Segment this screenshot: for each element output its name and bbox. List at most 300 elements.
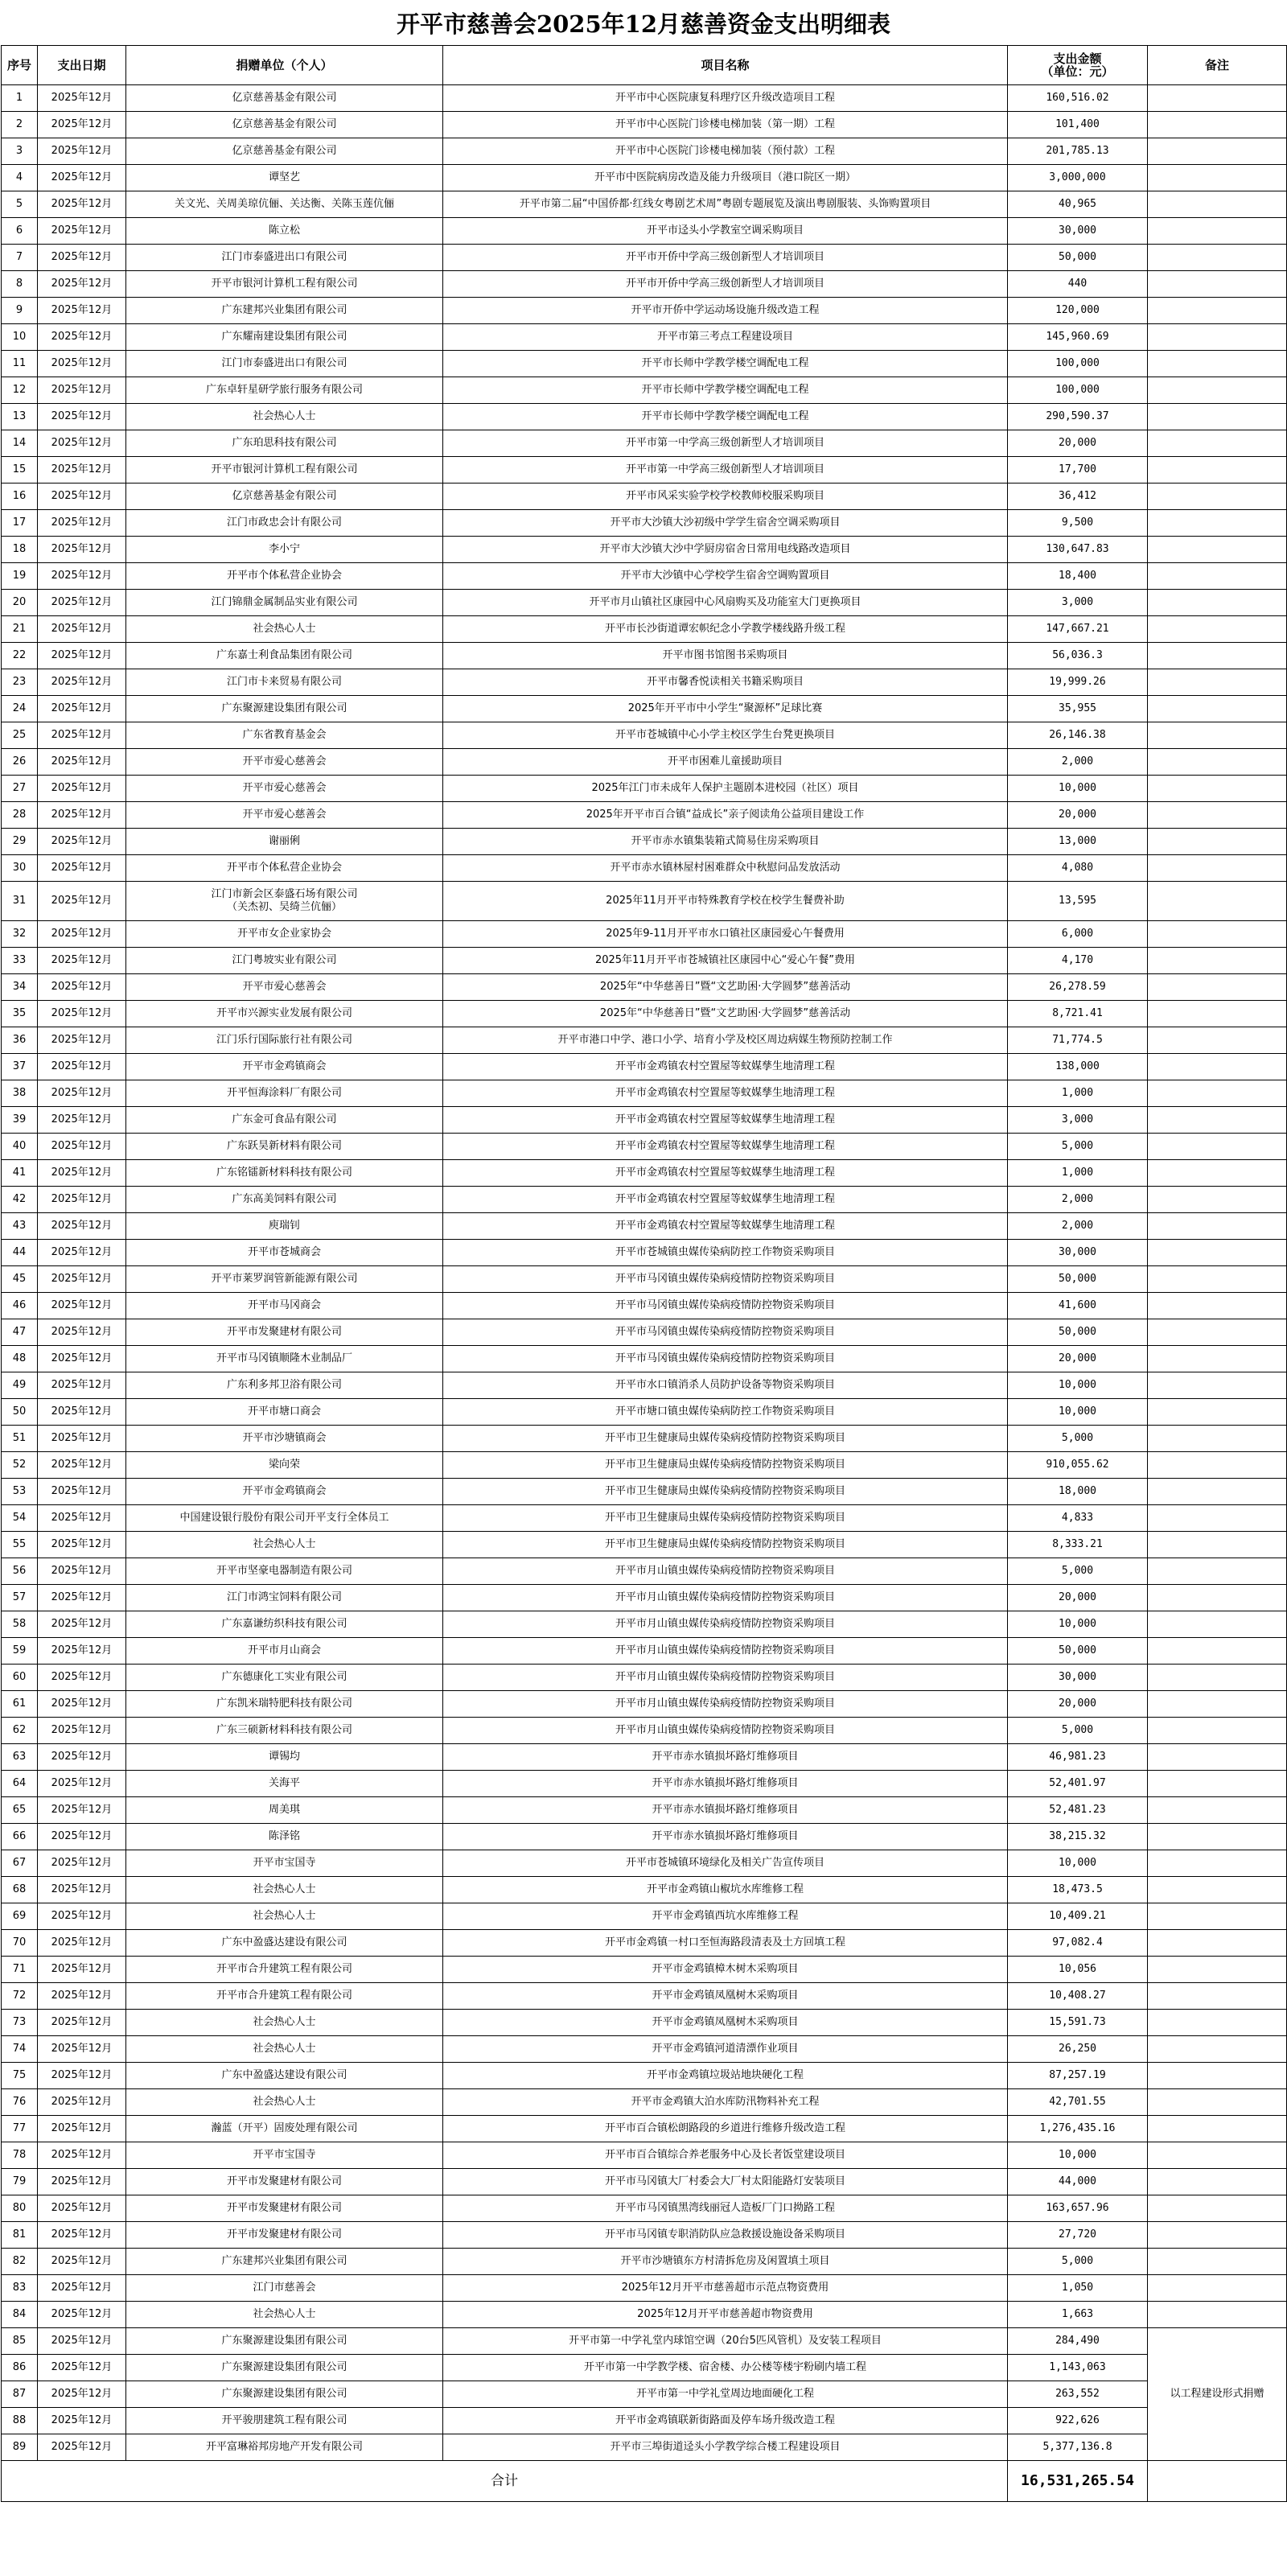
cell-remark bbox=[1148, 537, 1287, 563]
cell-amount: 10,000 bbox=[1008, 1372, 1148, 1399]
cell-project: 开平市赤水镇损坏路灯维修项目 bbox=[443, 1824, 1008, 1850]
cell-seq: 64 bbox=[2, 1771, 38, 1797]
total-amount: 16,531,265.54 bbox=[1008, 2461, 1148, 2502]
cell-seq: 60 bbox=[2, 1665, 38, 1691]
cell-date: 2025年12月 bbox=[38, 2381, 126, 2408]
header-remark: 备注 bbox=[1148, 46, 1287, 85]
cell-date: 2025年12月 bbox=[38, 1505, 126, 1532]
cell-project: 开平市金鸡镇农村空置屋等蚊媒孳生地清理工程 bbox=[443, 1187, 1008, 1213]
table-row bbox=[2, 948, 1287, 974]
table-row bbox=[2, 1372, 1287, 1399]
cell-remark bbox=[1148, 696, 1287, 722]
cell-remark bbox=[1148, 669, 1287, 696]
cell-donor: 广东嘉谦纺织科技有限公司 bbox=[126, 1611, 443, 1638]
cell-date: 2025年12月 bbox=[38, 510, 126, 537]
cell-seq: 55 bbox=[2, 1532, 38, 1558]
cell-amount: 10,408.27 bbox=[1008, 1983, 1148, 2010]
cell-remark bbox=[1148, 245, 1287, 271]
cell-project: 2025年12月开平市慈善超市示范点物资费用 bbox=[443, 2275, 1008, 2302]
table-row bbox=[2, 616, 1287, 643]
cell-project: 2025年开平市百合镇“益成长”亲子阅读角公益项目建设工作 bbox=[443, 802, 1008, 829]
cell-date: 2025年12月 bbox=[38, 1585, 126, 1611]
cell-donor: 谭坚艺 bbox=[126, 165, 443, 191]
cell-project: 开平市馨香悦读相关书籍采购项目 bbox=[443, 669, 1008, 696]
cell-date: 2025年12月 bbox=[38, 2142, 126, 2169]
cell-project: 2025年“中华慈善日”暨“文艺助困·大学圆梦”慈善活动 bbox=[443, 974, 1008, 1001]
table-row bbox=[2, 563, 1287, 590]
cell-seq: 75 bbox=[2, 2063, 38, 2089]
table-row bbox=[2, 1399, 1287, 1426]
cell-remark bbox=[1148, 1585, 1287, 1611]
cell-donor: 广东省教育基金会 bbox=[126, 722, 443, 749]
cell-amount: 1,000 bbox=[1008, 1080, 1148, 1107]
cell-donor: 广东珀思科技有限公司 bbox=[126, 430, 443, 457]
cell-amount: 5,000 bbox=[1008, 1426, 1148, 1452]
cell-remark bbox=[1148, 484, 1287, 510]
cell-date: 2025年12月 bbox=[38, 2408, 126, 2434]
cell-seq: 79 bbox=[2, 2169, 38, 2195]
cell-amount: 160,516.02 bbox=[1008, 85, 1148, 112]
cell-donor: 社会热心人士 bbox=[126, 1903, 443, 1930]
cell-remark bbox=[1148, 1983, 1287, 2010]
cell-date: 2025年12月 bbox=[38, 404, 126, 430]
cell-date: 2025年12月 bbox=[38, 1372, 126, 1399]
table-row bbox=[2, 351, 1287, 377]
cell-date: 2025年12月 bbox=[38, 855, 126, 882]
cell-amount: 41,600 bbox=[1008, 1293, 1148, 1319]
cell-date: 2025年12月 bbox=[38, 590, 126, 616]
cell-donor: 社会热心人士 bbox=[126, 2036, 443, 2063]
cell-amount: 910,055.62 bbox=[1008, 1452, 1148, 1479]
cell-project: 开平市卫生健康局虫媒传染病疫情防控物资采购项目 bbox=[443, 1505, 1008, 1532]
cell-date: 2025年12月 bbox=[38, 1983, 126, 2010]
cell-project: 开平市月山镇虫媒传染病疫情防控物资采购项目 bbox=[443, 1691, 1008, 1718]
cell-project: 开平市金鸡镇农村空置屋等蚊媒孳生地清理工程 bbox=[443, 1107, 1008, 1134]
table-row bbox=[2, 855, 1287, 882]
total-remark bbox=[1148, 2461, 1287, 2502]
table-row bbox=[2, 1160, 1287, 1187]
cell-remark bbox=[1148, 1718, 1287, 1744]
cell-remark bbox=[1148, 298, 1287, 324]
cell-donor: 广东卓轩星研学旅行服务有限公司 bbox=[126, 377, 443, 404]
table-row bbox=[2, 2010, 1287, 2036]
cell-donor: 广东德康化工实业有限公司 bbox=[126, 1665, 443, 1691]
cell-donor: 关文光、关周美琼伉俪、关达衡、关陈玉莲伉俪 bbox=[126, 191, 443, 218]
cell-project: 开平市第一中学礼堂周边地面硬化工程 bbox=[443, 2381, 1008, 2408]
cell-donor: 开平富琳裕邦房地产开发有限公司 bbox=[126, 2434, 443, 2461]
table-row bbox=[2, 669, 1287, 696]
cell-donor: 社会热心人士 bbox=[126, 404, 443, 430]
cell-project: 开平市三埠街道迳头小学教学综合楼工程建设项目 bbox=[443, 2434, 1008, 2461]
cell-remark-merged: 以工程建设形式捐赠 bbox=[1148, 2328, 1287, 2461]
cell-project: 开平市开侨中学运动场设施升级改造工程 bbox=[443, 298, 1008, 324]
cell-date: 2025年12月 bbox=[38, 1638, 126, 1665]
cell-date: 2025年12月 bbox=[38, 2249, 126, 2275]
cell-amount: 5,000 bbox=[1008, 1134, 1148, 1160]
cell-donor: 社会热心人士 bbox=[126, 616, 443, 643]
cell-remark bbox=[1148, 643, 1287, 669]
cell-seq: 76 bbox=[2, 2089, 38, 2116]
page-title: 开平市慈善会2025年12月慈善资金支出明细表 bbox=[396, 10, 891, 38]
cell-date: 2025年12月 bbox=[38, 2275, 126, 2302]
cell-project: 开平市中心医院康复科理疗区升级改造项目工程 bbox=[443, 85, 1008, 112]
cell-remark bbox=[1148, 1877, 1287, 1903]
cell-project: 开平市百合镇综合养老服务中心及长者饭堂建设项目 bbox=[443, 2142, 1008, 2169]
cell-donor: 社会热心人士 bbox=[126, 2010, 443, 2036]
cell-seq: 86 bbox=[2, 2355, 38, 2381]
cell-project: 开平市金鸡镇凤凰树木采购项目 bbox=[443, 1983, 1008, 2010]
cell-date: 2025年12月 bbox=[38, 921, 126, 948]
cell-seq: 77 bbox=[2, 2116, 38, 2142]
cell-remark bbox=[1148, 1399, 1287, 1426]
table-row bbox=[2, 696, 1287, 722]
cell-seq: 38 bbox=[2, 1080, 38, 1107]
cell-donor: 社会热心人士 bbox=[126, 2302, 443, 2328]
cell-amount: 4,170 bbox=[1008, 948, 1148, 974]
cell-donor: 陈泽铭 bbox=[126, 1824, 443, 1850]
cell-project: 开平市赤水镇损坏路灯维修项目 bbox=[443, 1797, 1008, 1824]
cell-amount: 1,276,435.16 bbox=[1008, 2116, 1148, 2142]
table-row bbox=[2, 1744, 1287, 1771]
cell-donor: 开平市银河计算机工程有限公司 bbox=[126, 457, 443, 484]
cell-seq: 6 bbox=[2, 218, 38, 245]
cell-amount: 8,333.21 bbox=[1008, 1532, 1148, 1558]
cell-donor: 中国建设银行股份有限公司开平支行全体员工 bbox=[126, 1505, 443, 1532]
table-row bbox=[2, 1665, 1287, 1691]
cell-project: 开平市百合镇松朗路段的乡道进行维修升级改造工程 bbox=[443, 2116, 1008, 2142]
cell-date: 2025年12月 bbox=[38, 1665, 126, 1691]
table-body bbox=[2, 85, 1287, 2461]
cell-date: 2025年12月 bbox=[38, 1080, 126, 1107]
cell-donor: 江门市慈善会 bbox=[126, 2275, 443, 2302]
cell-remark bbox=[1148, 1080, 1287, 1107]
table-row bbox=[2, 218, 1287, 245]
table-row bbox=[2, 2434, 1287, 2461]
cell-amount: 5,000 bbox=[1008, 1558, 1148, 1585]
cell-donor: 开平市宝国寺 bbox=[126, 1850, 443, 1877]
cell-project: 2025年11月开平市特殊教育学校在校学生餐费补助 bbox=[443, 882, 1008, 921]
cell-date: 2025年12月 bbox=[38, 563, 126, 590]
cell-seq: 88 bbox=[2, 2408, 38, 2434]
table-row bbox=[2, 1319, 1287, 1346]
cell-remark bbox=[1148, 1850, 1287, 1877]
cell-project: 开平市赤水镇损坏路灯维修项目 bbox=[443, 1744, 1008, 1771]
cell-seq: 61 bbox=[2, 1691, 38, 1718]
cell-seq: 62 bbox=[2, 1718, 38, 1744]
cell-donor: 广东金可食品有限公司 bbox=[126, 1107, 443, 1134]
cell-amount: 130,647.83 bbox=[1008, 537, 1148, 563]
cell-date: 2025年12月 bbox=[38, 776, 126, 802]
cell-donor: 开平市苍城商会 bbox=[126, 1240, 443, 1266]
cell-amount: 30,000 bbox=[1008, 1665, 1148, 1691]
table-row bbox=[2, 1718, 1287, 1744]
cell-amount: 52,401.97 bbox=[1008, 1771, 1148, 1797]
cell-amount: 138,000 bbox=[1008, 1054, 1148, 1080]
cell-remark bbox=[1148, 948, 1287, 974]
table-row bbox=[2, 2116, 1287, 2142]
cell-remark bbox=[1148, 85, 1287, 112]
cell-seq: 34 bbox=[2, 974, 38, 1001]
cell-amount: 10,000 bbox=[1008, 1399, 1148, 1426]
cell-remark bbox=[1148, 138, 1287, 165]
cell-donor: 江门锦鼎金属制品实业有限公司 bbox=[126, 590, 443, 616]
cell-seq: 7 bbox=[2, 245, 38, 271]
cell-remark bbox=[1148, 616, 1287, 643]
cell-remark bbox=[1148, 2142, 1287, 2169]
cell-amount: 290,590.37 bbox=[1008, 404, 1148, 430]
cell-remark bbox=[1148, 1346, 1287, 1372]
cell-date: 2025年12月 bbox=[38, 1399, 126, 1426]
cell-project: 开平市卫生健康局虫媒传染病疫情防控物资采购项目 bbox=[443, 1532, 1008, 1558]
cell-remark bbox=[1148, 1479, 1287, 1505]
cell-amount: 3,000,000 bbox=[1008, 165, 1148, 191]
cell-amount: 20,000 bbox=[1008, 1346, 1148, 1372]
cell-donor: 开平市爱心慈善会 bbox=[126, 802, 443, 829]
table-row bbox=[2, 1240, 1287, 1266]
cell-date: 2025年12月 bbox=[38, 2434, 126, 2461]
cell-seq: 26 bbox=[2, 749, 38, 776]
cell-project: 开平市金鸡镇农村空置屋等蚊媒孳生地清理工程 bbox=[443, 1080, 1008, 1107]
cell-project: 开平市金鸡镇一村口至恒海路段清表及土方回填工程 bbox=[443, 1930, 1008, 1957]
cell-amount: 10,409.21 bbox=[1008, 1903, 1148, 1930]
cell-seq: 73 bbox=[2, 2010, 38, 2036]
table-row bbox=[2, 1532, 1287, 1558]
cell-project: 开平市第二届“中国侨都·红线女粤剧艺术周”粤剧专题展览及演出粤剧服装、头饰购置项目 bbox=[443, 191, 1008, 218]
cell-remark bbox=[1148, 2063, 1287, 2089]
cell-date: 2025年12月 bbox=[38, 643, 126, 669]
cell-project: 开平市金鸡镇大泊水库防汛物料补充工程 bbox=[443, 2089, 1008, 2116]
cell-remark bbox=[1148, 855, 1287, 882]
cell-amount: 100,000 bbox=[1008, 377, 1148, 404]
cell-project: 开平市金鸡镇农村空置屋等蚊媒孳生地清理工程 bbox=[443, 1134, 1008, 1160]
cell-donor: 开平市金鸡镇商会 bbox=[126, 1054, 443, 1080]
table-row bbox=[2, 1771, 1287, 1797]
table-row bbox=[2, 1426, 1287, 1452]
cell-donor: 亿京慈善基金有限公司 bbox=[126, 112, 443, 138]
table-row bbox=[2, 1001, 1287, 1027]
cell-amount: 50,000 bbox=[1008, 1319, 1148, 1346]
cell-remark bbox=[1148, 1213, 1287, 1240]
table-row bbox=[2, 1266, 1287, 1293]
cell-remark bbox=[1148, 590, 1287, 616]
cell-donor: 开平恒海涂料厂有限公司 bbox=[126, 1080, 443, 1107]
cell-project: 2025年开平市中小学生“聚源杯”足球比赛 bbox=[443, 696, 1008, 722]
cell-donor: 开平市银河计算机工程有限公司 bbox=[126, 271, 443, 298]
cell-donor: 周美琪 bbox=[126, 1797, 443, 1824]
cell-date: 2025年12月 bbox=[38, 2328, 126, 2355]
cell-amount: 97,082.4 bbox=[1008, 1930, 1148, 1957]
cell-donor: 谢丽俐 bbox=[126, 829, 443, 855]
cell-donor: 江门粤坡实业有限公司 bbox=[126, 948, 443, 974]
cell-project: 开平市塘口镇虫媒传染病防控工作物资采购项目 bbox=[443, 1399, 1008, 1426]
cell-remark bbox=[1148, 112, 1287, 138]
cell-remark bbox=[1148, 191, 1287, 218]
cell-date: 2025年12月 bbox=[38, 2010, 126, 2036]
cell-remark bbox=[1148, 1001, 1287, 1027]
cell-amount: 27,720 bbox=[1008, 2222, 1148, 2249]
cell-amount: 10,000 bbox=[1008, 1850, 1148, 1877]
cell-project: 开平市大沙镇中心学校学生宿舍空调购置项目 bbox=[443, 563, 1008, 590]
cell-amount: 1,143,063 bbox=[1008, 2355, 1148, 2381]
table-row bbox=[2, 1691, 1287, 1718]
cell-seq: 63 bbox=[2, 1744, 38, 1771]
cell-date: 2025年12月 bbox=[38, 1187, 126, 1213]
cell-amount: 50,000 bbox=[1008, 1266, 1148, 1293]
cell-remark bbox=[1148, 351, 1287, 377]
cell-donor: 社会热心人士 bbox=[126, 1532, 443, 1558]
cell-remark bbox=[1148, 2116, 1287, 2142]
cell-donor: 谭锡均 bbox=[126, 1744, 443, 1771]
cell-date: 2025年12月 bbox=[38, 1744, 126, 1771]
table-row bbox=[2, 165, 1287, 191]
cell-date: 2025年12月 bbox=[38, 1824, 126, 1850]
cell-seq: 44 bbox=[2, 1240, 38, 1266]
cell-project: 开平市大沙镇大沙中学厨房宿舍日常用电线路改造项目 bbox=[443, 537, 1008, 563]
cell-donor: 江门乐行国际旅行社有限公司 bbox=[126, 1027, 443, 1054]
table-row bbox=[2, 2036, 1287, 2063]
cell-project: 开平市金鸡镇农村空置屋等蚊媒孳生地清理工程 bbox=[443, 1160, 1008, 1187]
table-row bbox=[2, 1346, 1287, 1372]
cell-seq: 87 bbox=[2, 2381, 38, 2408]
cell-donor: 开平市宝国寺 bbox=[126, 2142, 443, 2169]
cell-donor: 广东高美饲料有限公司 bbox=[126, 1187, 443, 1213]
cell-amount: 19,999.26 bbox=[1008, 669, 1148, 696]
table-row bbox=[2, 1611, 1287, 1638]
cell-seq: 70 bbox=[2, 1930, 38, 1957]
cell-date: 2025年12月 bbox=[38, 138, 126, 165]
table-row bbox=[2, 1903, 1287, 1930]
table-row bbox=[2, 1824, 1287, 1850]
cell-remark bbox=[1148, 1744, 1287, 1771]
cell-amount: 101,400 bbox=[1008, 112, 1148, 138]
cell-seq: 81 bbox=[2, 2222, 38, 2249]
cell-seq: 58 bbox=[2, 1611, 38, 1638]
cell-project: 开平市金鸡镇农村空置屋等蚊媒孳生地清理工程 bbox=[443, 1054, 1008, 1080]
cell-amount: 3,000 bbox=[1008, 590, 1148, 616]
cell-date: 2025年12月 bbox=[38, 669, 126, 696]
cell-project: 开平市苍城镇虫媒传染病防控工作物资采购项目 bbox=[443, 1240, 1008, 1266]
cell-seq: 72 bbox=[2, 1983, 38, 2010]
cell-remark bbox=[1148, 1134, 1287, 1160]
cell-seq: 24 bbox=[2, 696, 38, 722]
cell-seq: 69 bbox=[2, 1903, 38, 1930]
table-row bbox=[2, 2249, 1287, 2275]
table-row bbox=[2, 1107, 1287, 1134]
cell-project: 开平市赤水镇集装箱式简易住房采购项目 bbox=[443, 829, 1008, 855]
cell-remark bbox=[1148, 1160, 1287, 1187]
cell-seq: 82 bbox=[2, 2249, 38, 2275]
cell-remark bbox=[1148, 2036, 1287, 2063]
cell-amount: 52,481.23 bbox=[1008, 1797, 1148, 1824]
cell-donor: 亿京慈善基金有限公司 bbox=[126, 484, 443, 510]
cell-seq: 68 bbox=[2, 1877, 38, 1903]
cell-donor: 广东聚源建设集团有限公司 bbox=[126, 2355, 443, 2381]
cell-amount: 36,412 bbox=[1008, 484, 1148, 510]
cell-remark bbox=[1148, 2195, 1287, 2222]
cell-date: 2025年12月 bbox=[38, 324, 126, 351]
table-row bbox=[2, 191, 1287, 218]
cell-amount: 5,000 bbox=[1008, 2249, 1148, 2275]
cell-seq: 42 bbox=[2, 1187, 38, 1213]
cell-date: 2025年12月 bbox=[38, 112, 126, 138]
cell-remark bbox=[1148, 1930, 1287, 1957]
cell-date: 2025年12月 bbox=[38, 1877, 126, 1903]
cell-date: 2025年12月 bbox=[38, 2222, 126, 2249]
cell-donor: 开平市莱罗润管新能源有限公司 bbox=[126, 1266, 443, 1293]
cell-date: 2025年12月 bbox=[38, 2089, 126, 2116]
donor-note: （关杰初、吴绮兰伉俪） bbox=[226, 901, 342, 913]
cell-amount: 163,657.96 bbox=[1008, 2195, 1148, 2222]
cell-amount: 50,000 bbox=[1008, 1638, 1148, 1665]
total-label: 合计 bbox=[2, 2461, 1008, 2502]
cell-amount: 26,146.38 bbox=[1008, 722, 1148, 749]
table-row bbox=[2, 1213, 1287, 1240]
table-row bbox=[2, 1638, 1287, 1665]
cell-donor: 广东聚源建设集团有限公司 bbox=[126, 2328, 443, 2355]
cell-donor: 广东聚源建设集团有限公司 bbox=[126, 2381, 443, 2408]
cell-amount: 4,833 bbox=[1008, 1505, 1148, 1532]
cell-seq: 35 bbox=[2, 1001, 38, 1027]
cell-project: 开平市马冈镇虫媒传染病疫情防控物资采购项目 bbox=[443, 1293, 1008, 1319]
table-row bbox=[2, 2195, 1287, 2222]
table-row bbox=[2, 2275, 1287, 2302]
cell-project: 开平市马冈镇黑湾线丽冠人造板厂门口拗路工程 bbox=[443, 2195, 1008, 2222]
cell-amount: 87,257.19 bbox=[1008, 2063, 1148, 2089]
cell-date: 2025年12月 bbox=[38, 948, 126, 974]
cell-amount: 6,000 bbox=[1008, 921, 1148, 948]
cell-remark bbox=[1148, 404, 1287, 430]
cell-remark bbox=[1148, 218, 1287, 245]
cell-project: 开平市金鸡镇垃圾站地块硬化工程 bbox=[443, 2063, 1008, 2089]
cell-amount: 10,056 bbox=[1008, 1957, 1148, 1983]
table-row bbox=[2, 1850, 1287, 1877]
cell-date: 2025年12月 bbox=[38, 2063, 126, 2089]
cell-date: 2025年12月 bbox=[38, 1850, 126, 1877]
cell-donor: 开平市爱心慈善会 bbox=[126, 974, 443, 1001]
cell-amount: 10,000 bbox=[1008, 1611, 1148, 1638]
cell-project: 开平市马冈镇虫媒传染病疫情防控物资采购项目 bbox=[443, 1346, 1008, 1372]
cell-seq: 45 bbox=[2, 1266, 38, 1293]
table-row bbox=[2, 1080, 1287, 1107]
cell-seq: 78 bbox=[2, 2142, 38, 2169]
table-row bbox=[2, 484, 1287, 510]
table-row bbox=[2, 882, 1287, 921]
table-row bbox=[2, 1187, 1287, 1213]
cell-amount: 10,000 bbox=[1008, 2142, 1148, 2169]
cell-amount: 56,036.3 bbox=[1008, 643, 1148, 669]
cell-amount: 2,000 bbox=[1008, 1187, 1148, 1213]
cell-seq: 22 bbox=[2, 643, 38, 669]
table-row bbox=[2, 1957, 1287, 1983]
cell-project: 开平市大沙镇大沙初级中学学生宿舍空调采购项目 bbox=[443, 510, 1008, 537]
cell-project: 开平市第一中学高三级创新型人才培训项目 bbox=[443, 457, 1008, 484]
cell-project: 开平市开侨中学高三级创新型人才培训项目 bbox=[443, 271, 1008, 298]
table-row bbox=[2, 324, 1287, 351]
table-row bbox=[2, 802, 1287, 829]
cell-amount: 13,595 bbox=[1008, 882, 1148, 921]
cell-amount: 50,000 bbox=[1008, 245, 1148, 271]
cell-project: 2025年江门市未成年人保护主题剧本进校园（社区）项目 bbox=[443, 776, 1008, 802]
cell-seq: 29 bbox=[2, 829, 38, 855]
cell-amount: 2,000 bbox=[1008, 1213, 1148, 1240]
cell-project: 开平市图书馆图书采购项目 bbox=[443, 643, 1008, 669]
cell-amount: 20,000 bbox=[1008, 802, 1148, 829]
cell-project: 开平市第一中学教学楼、宿舍楼、办公楼等楼宇粉刷内墙工程 bbox=[443, 2355, 1008, 2381]
cell-remark bbox=[1148, 563, 1287, 590]
cell-donor: 瀚蓝（开平）固废处理有限公司 bbox=[126, 2116, 443, 2142]
cell-date: 2025年12月 bbox=[38, 351, 126, 377]
table-row bbox=[2, 776, 1287, 802]
